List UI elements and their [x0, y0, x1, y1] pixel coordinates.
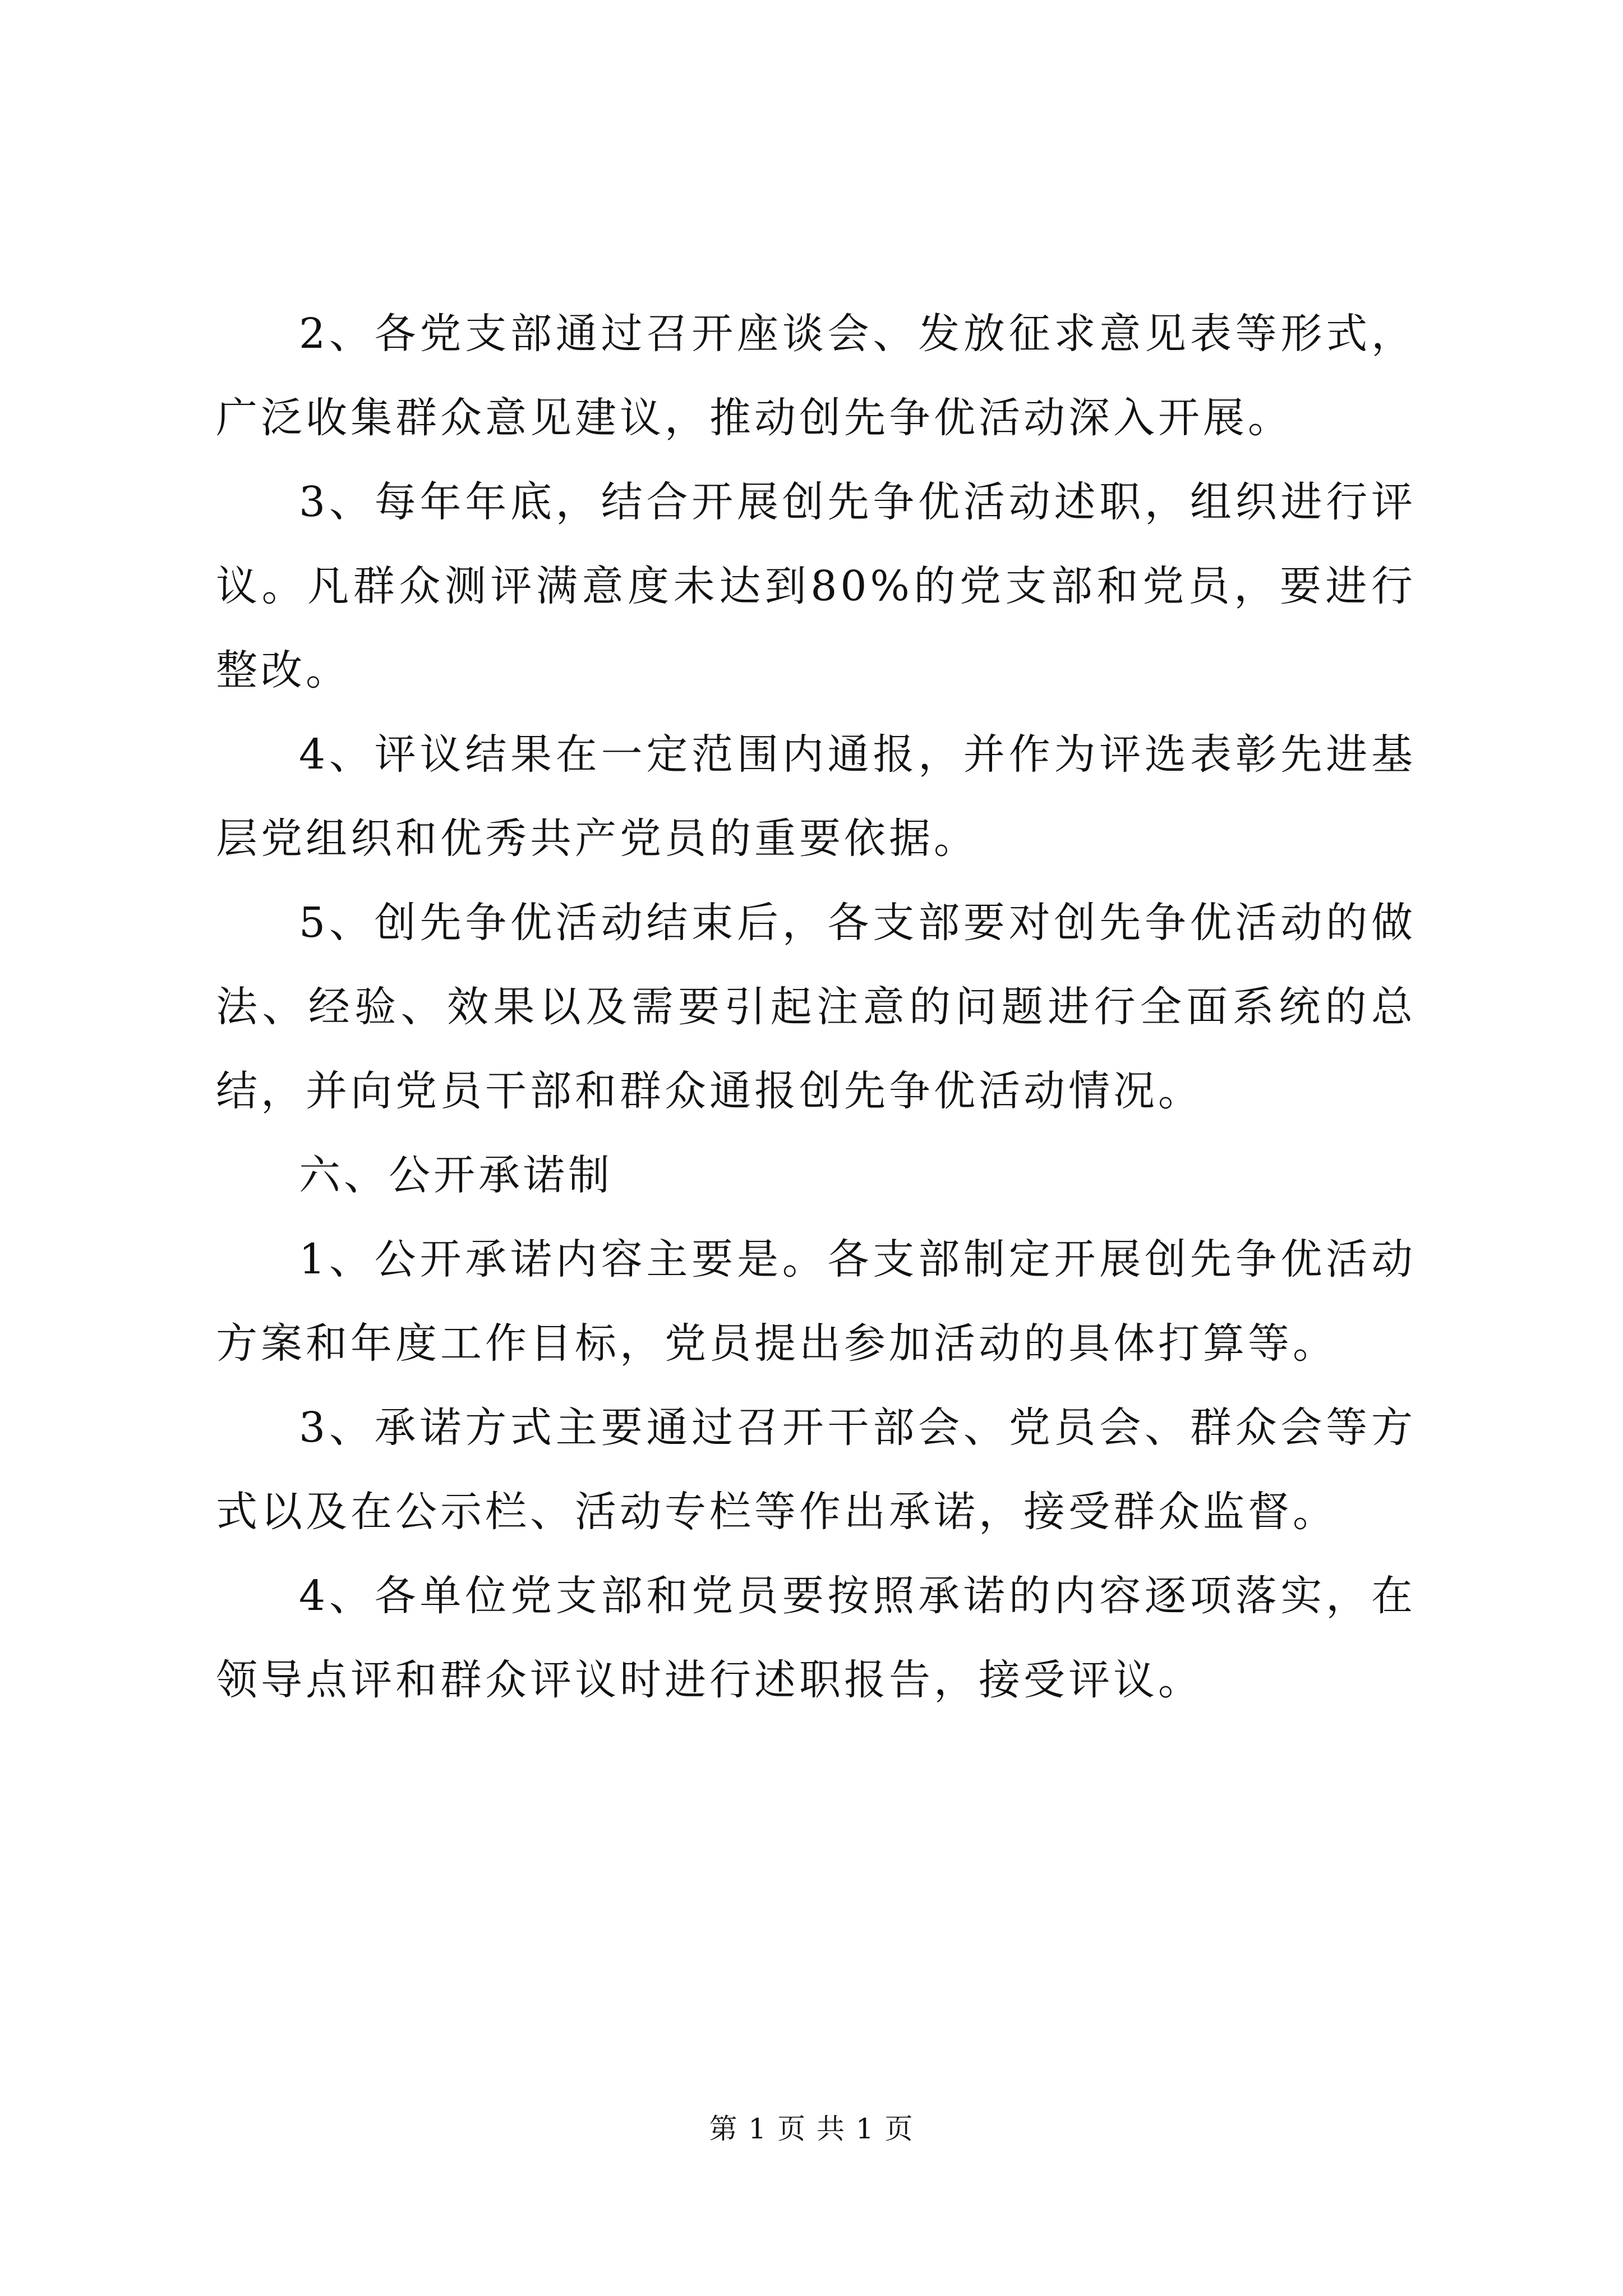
paragraph-3: 4、评议结果在一定范围内通报，并作为评选表彰先进基层党组织和优秀共产党员的重要依据。 — [216, 730, 1416, 863]
page-number-footer: 第 1 页 共 1 页 — [709, 2113, 914, 2145]
document-body — [216, 292, 1416, 1722]
paragraph-6: 3、承诺方式主要通过召开干部会、党员会、群众会等方式以及在公示栏、活动专栏等作出承诺，接受群众监督。 — [216, 1404, 1416, 1536]
paragraph-4: 5、创先争优活动结束后，各支部要对创先争优活动的做法、经验、效果以及需要引起注意的问题进行全面系统的总结，并向党员干部和群众通报创先争优活动情况。 — [216, 899, 1416, 1115]
paragraph-2: 3、每年年底，结合开展创先争优活动述职，组织进行评议。凡群众测评满意度未达到80%的党支部和党员，要进行整改。 — [216, 478, 1416, 694]
paragraph-7: 4、各单位党支部和党员要按照承诺的内容逐项落实，在领导点评和群众评议时进行述职报告，接受评议。 — [216, 1572, 1416, 1704]
section-heading: 六、公开承诺制 — [299, 1151, 613, 1199]
paragraph-5: 1、公开承诺内容主要是。各支部制定开展创先争优活动方案和年度工作目标，党员提出参加活动的具体打算等。 — [216, 1235, 1416, 1368]
paragraph-1: 2、各党支部通过召开座谈会、发放征求意见表等形式，广泛收集群众意见建议，推动创先争优活动深入开展。 — [216, 310, 1416, 442]
